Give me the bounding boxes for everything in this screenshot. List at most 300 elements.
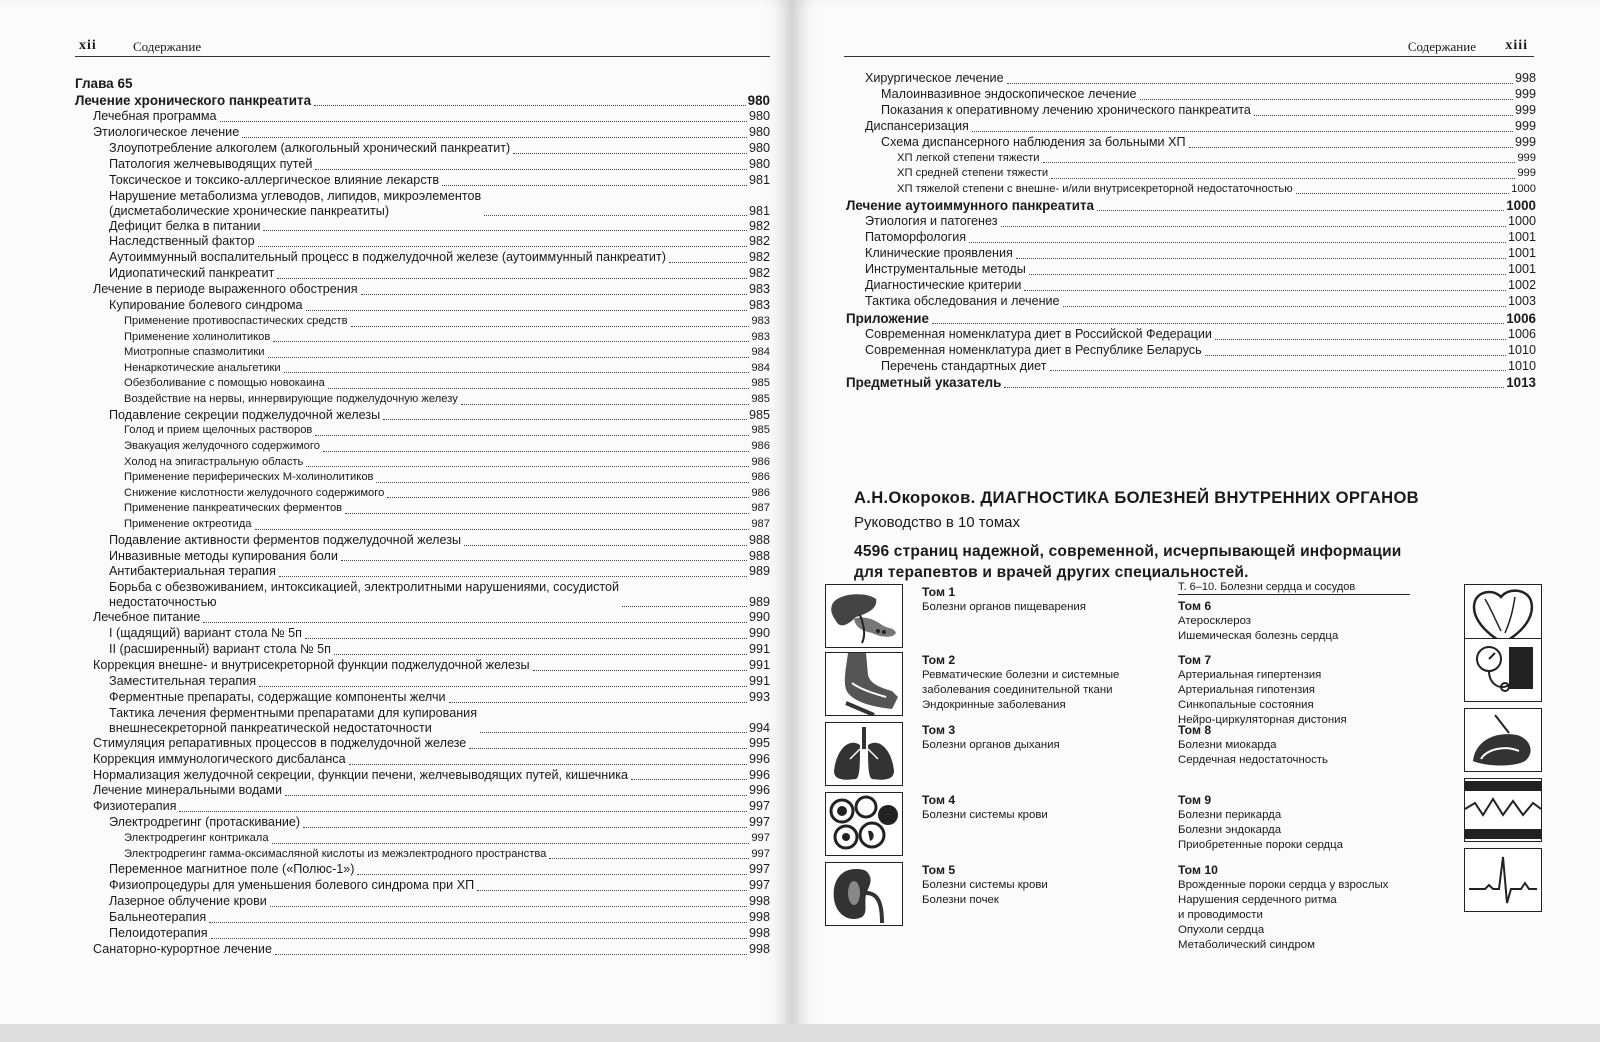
toc-entry-page: 999	[1514, 134, 1536, 149]
dot-leader	[1029, 274, 1506, 275]
dot-leader	[1050, 370, 1506, 371]
toc-entry-title: Малоинвазивное эндоскопическое лечение	[881, 86, 1137, 101]
toc-entry-page: 1006	[1507, 326, 1536, 341]
dot-leader	[1016, 258, 1506, 259]
toc-entry	[75, 157, 770, 173]
toc-entry-page: 989	[748, 595, 770, 610]
toc-entry-title: Снижение кислотности желудочного содержимого	[124, 486, 385, 499]
toc-entry-page: 982	[748, 218, 770, 233]
dot-leader	[513, 153, 747, 154]
dot-leader	[361, 294, 747, 295]
dot-leader	[273, 341, 749, 342]
toc-entry-page: 993	[748, 689, 770, 704]
dot-leader	[1004, 387, 1504, 388]
dot-leader	[341, 560, 747, 561]
dot-leader	[259, 686, 747, 687]
toc-entry-title: Предметный указатель	[846, 375, 1002, 391]
dot-leader	[255, 529, 750, 530]
dot-leader	[315, 435, 749, 436]
dot-leader	[279, 576, 747, 577]
dot-leader	[268, 357, 750, 358]
volume-topics: Врожденные пороки сердца у взрослых Нарушения сердечного ритма и проводимости Опухоли сердца Метаболический синдром	[1178, 879, 1389, 951]
toc-entry-title: Лечебное питание	[93, 610, 201, 625]
toc-entry	[846, 182, 1536, 198]
toc-entry	[75, 831, 770, 847]
toc-entry	[846, 310, 1536, 327]
toc-entry-page: 1001	[1507, 230, 1536, 245]
toc-entry-title: Борьба с обезвоживанием, интоксикацией, электролитными нарушениями, сосудистой недостаточностью	[109, 580, 620, 610]
toc-entry-title: Коррекция иммунологического дисбаланса	[93, 751, 346, 766]
dot-leader	[209, 922, 747, 923]
dot-leader	[275, 954, 747, 955]
toc-entry	[75, 266, 770, 282]
page-number: xiii	[1505, 38, 1528, 53]
toc-entry	[75, 894, 770, 910]
toc-entry-title: Эвакуация желудочного содержимого	[124, 440, 320, 453]
toc-entry-title: Дефицит белка в питании	[109, 218, 261, 233]
toc-entry-title: Санаторно-курортное лечение	[93, 941, 272, 956]
toc-entry-page: 983	[751, 314, 770, 327]
dot-leader	[1140, 99, 1513, 100]
toc-entry-title: Тактика обследования и лечение	[865, 293, 1060, 308]
toc-entry	[846, 87, 1536, 103]
dot-leader	[449, 702, 747, 703]
toc-entry-title: ХП тяжелой степени с внешне- и/или внутрисекреторной недостаточностью	[897, 182, 1293, 195]
toc-entry	[75, 219, 770, 235]
dot-leader	[1043, 162, 1516, 163]
header-title: Содержание	[133, 39, 202, 54]
toc-entry-title: Токсическое и токсико-аллергическое влияние лекарств	[109, 172, 440, 187]
toc-entry	[75, 549, 770, 565]
toc-entry	[75, 878, 770, 894]
toc-entry-title: Электродрегинг (протаскивание)	[109, 815, 301, 830]
toc-entry-page: 997	[751, 847, 770, 860]
toc-entry-page: 986	[751, 440, 770, 453]
toc-entry-page: 982	[748, 250, 770, 265]
toc-entry	[75, 282, 770, 298]
dot-leader	[220, 121, 747, 122]
ecg-icon	[1464, 848, 1542, 912]
toc-entry-title: Современная номенклатура диет в Республике Беларусь	[865, 342, 1202, 357]
toc-entry	[75, 92, 770, 109]
toc-entry	[846, 246, 1536, 262]
dot-leader	[334, 654, 747, 655]
toc-entry	[75, 706, 770, 736]
toc-entry	[846, 294, 1536, 310]
toc-entry	[75, 298, 770, 314]
toc-entry	[75, 517, 770, 533]
dot-leader	[305, 638, 747, 639]
toc-entry-page: 985	[751, 377, 770, 390]
toc-entry-page: 997	[748, 799, 770, 814]
page-number: xii	[79, 38, 97, 53]
dot-leader	[631, 779, 747, 780]
toc-entry-page: 996	[748, 751, 770, 766]
toc-entry-title: Применение панкреатических ферментов	[124, 502, 343, 515]
dot-leader	[349, 764, 747, 765]
toc-entry-page: 980	[748, 156, 770, 171]
toc-entry	[846, 135, 1536, 151]
toc-entry	[846, 166, 1536, 182]
toc-entry-page: 991	[748, 658, 770, 673]
dot-leader	[1215, 339, 1506, 340]
toc-entry-page: 1003	[1507, 293, 1536, 308]
toc-entry	[75, 250, 770, 266]
page-bottom-edge	[0, 1024, 1600, 1042]
toc-entry-title: Лечение хронического панкреатита	[75, 93, 312, 108]
dot-leader	[357, 874, 747, 875]
toc-entry-page: 1000	[1511, 182, 1536, 195]
toc-entry-page: 982	[748, 234, 770, 249]
dot-leader	[263, 230, 747, 231]
toc-entry-page: 1002	[1507, 277, 1536, 292]
volume-entry	[922, 653, 1119, 713]
toc-entry	[75, 234, 770, 250]
dot-leader	[376, 482, 749, 483]
toc-entry-page: 1000	[1507, 214, 1536, 229]
dot-leader	[1024, 290, 1506, 291]
toc-entry-title: Приложение	[846, 310, 929, 326]
toc-entry-title: Диагностические критерии	[865, 277, 1022, 292]
toc-entry	[75, 345, 770, 361]
joint-icon	[825, 652, 903, 716]
toc-entry-title: ХП средней степени тяжести	[897, 167, 1049, 180]
volume-name: Том 9	[1178, 793, 1212, 807]
toc-entry-title: Нарушение метаболизма углеводов, липидов, микроэлементов (дисметаболические хронические панкреатиты)	[109, 188, 482, 218]
toc-entry-title: Голод и прием щелочных растворов	[124, 424, 313, 437]
running-head	[75, 38, 770, 57]
volume-topics: Болезни органов пищеварения	[922, 601, 1086, 613]
toc-entry-title: Пелоидотерапия	[109, 926, 208, 940]
dot-leader	[549, 858, 749, 859]
toc-entry	[846, 119, 1536, 135]
volume-name: Том 1	[922, 585, 956, 599]
toc-entry-page: 996	[748, 767, 770, 782]
toc-entry	[75, 926, 770, 942]
toc-entry-title: Лечение минеральными водами	[93, 783, 282, 798]
volume-name: Том 2	[922, 653, 956, 667]
toc-entry	[75, 799, 770, 815]
toc-entry-page: 998	[748, 894, 770, 909]
volume-entry	[1178, 653, 1347, 728]
toc-entry-page: 1001	[1507, 246, 1536, 261]
dot-leader	[1189, 147, 1513, 148]
volume-entry	[922, 863, 1048, 908]
volume-topics: Атеросклероз Ишемическая болезнь сердца	[1178, 615, 1339, 642]
toc-entry	[75, 173, 770, 189]
volume-name: Том 8	[1178, 723, 1212, 737]
dot-leader	[969, 242, 1506, 243]
toc-entry-page: 998	[748, 926, 770, 940]
volume-topics: Артериальная гипертензия Артериальная гипотензия Синкопальные состояния Нейро-циркуляторная дистония	[1178, 669, 1347, 726]
toc-entry	[75, 141, 770, 157]
toc-entry-title: Купирование болевого синдрома	[109, 298, 303, 313]
toc-entry	[75, 314, 770, 330]
toc-entry	[846, 151, 1536, 167]
volume-entry	[1178, 723, 1328, 768]
toc-entry-title: Холод на эпигастральную область	[124, 455, 304, 468]
toc-entry-title: Показания к оперативному лечению хронического панкреатита	[881, 102, 1251, 117]
toc-entry-page: 997	[751, 832, 770, 845]
toc-entry-title: Применение периферических М-холинолитиков	[124, 471, 374, 484]
volume-name: Том 5	[922, 863, 956, 877]
toc-entry-page: 1000	[1506, 198, 1536, 214]
dot-leader	[1007, 83, 1513, 84]
volume-topics: Болезни системы крови Болезни почек	[922, 879, 1048, 906]
toc-entry-title: Перечень стандартных диет	[881, 358, 1047, 373]
toc-entry-title: Лечение аутоиммунного панкреатита	[846, 198, 1095, 214]
toc-entry-page: 999	[1517, 151, 1536, 164]
toc-entry	[75, 815, 770, 831]
toc-entry	[846, 343, 1536, 359]
toc-entry-page: 1001	[1507, 262, 1536, 277]
toc-entry-page: 980	[748, 124, 770, 139]
toc-entry-page: 980	[747, 93, 770, 108]
volume-topics: Болезни системы крови	[922, 809, 1048, 821]
toc-entry	[75, 439, 770, 455]
toc-entry-page: 983	[751, 330, 770, 343]
table-of-contents	[75, 76, 770, 958]
toc-entry	[75, 486, 770, 502]
volume-entry	[1178, 863, 1388, 953]
toc-entry-title: Патоморфология	[865, 230, 967, 245]
toc-entry-title: Коррекция внешне- и внутрисекреторной функции поджелудочной железы	[93, 658, 530, 673]
dot-leader	[270, 906, 747, 907]
toc-entry-title: Аутоиммунный воспалительный процесс в поджелудочной железе (аутоиммунный панкреатит)	[109, 250, 666, 265]
toc-entry-page: 988	[748, 548, 770, 563]
ad-tagline: 4596 страниц надежной, современной, исчерпывающей информации для терапевтов и врачей других специальностей.	[854, 543, 1402, 581]
toc-entry-page: 1013	[1506, 375, 1536, 391]
toc-entry-page: 999	[1514, 86, 1536, 101]
ad-title: А.Н.Окороков. ДИАГНОСТИКА БОЛЕЗНЕЙ ВНУТРЕННИХ ОРГАНОВ	[854, 488, 1419, 507]
toc-entry-title: Лазерное облучение крови	[109, 894, 267, 909]
running-head	[844, 38, 1534, 57]
dot-leader	[1205, 355, 1506, 356]
dot-leader	[211, 938, 747, 939]
toc-entry-page: 999	[1514, 102, 1536, 117]
toc-entry	[75, 690, 770, 706]
toc-entry-title: Применение противоспастических средств	[124, 314, 348, 327]
toc-entry	[75, 658, 770, 674]
dot-leader	[669, 262, 747, 263]
toc-entry	[75, 189, 770, 219]
toc-entry	[846, 71, 1536, 87]
dot-leader	[277, 278, 747, 279]
dot-leader	[480, 732, 747, 733]
volume-topics: Болезни перикарда Болезни эндокарда Приобретенные пороки сердца	[1178, 809, 1344, 851]
dot-leader	[345, 513, 749, 514]
toc-entry-page: 984	[751, 346, 770, 359]
dot-leader	[932, 323, 1504, 324]
dot-leader	[323, 451, 749, 452]
dot-leader	[1254, 115, 1513, 116]
dot-leader	[179, 811, 747, 812]
toc-entry-title: Ненаркотические анальгетики	[124, 361, 281, 374]
volume-name: Том 3	[922, 723, 956, 737]
toc-entry	[75, 626, 770, 642]
tonometer-icon	[1464, 638, 1542, 702]
toc-entry	[75, 783, 770, 799]
toc-entry-title: Воздействие на нервы, иннервирующие поджелудочную железу	[124, 392, 458, 405]
dot-leader	[242, 137, 747, 138]
toc-entry	[75, 109, 770, 125]
toc-entry-title: Электродрегинг гамма-оксимасляной кислоты из межэлектродного пространства	[124, 847, 547, 860]
toc-entry-title: Бальнеотерапия	[109, 910, 207, 925]
dot-leader	[314, 105, 746, 106]
toc-entry-page: 984	[751, 361, 770, 374]
dot-leader	[203, 622, 747, 623]
toc-entry-page: 988	[748, 532, 770, 547]
dot-leader	[306, 310, 747, 311]
dot-leader	[328, 388, 750, 389]
dot-leader	[622, 606, 747, 607]
toc-entry-title: Электродрегинг контрикала	[124, 832, 269, 845]
toc-entry-title: Патология желчевыводящих путей	[109, 156, 313, 171]
dot-leader	[972, 131, 1513, 132]
toc-entry-title: Миотропные спазмолитики	[124, 346, 265, 359]
toc-entry-page: 1006	[1506, 310, 1536, 326]
toc-entry-page: 998	[748, 941, 770, 956]
toc-entry	[846, 374, 1536, 391]
toc-entry	[846, 103, 1536, 119]
toc-entry-page: 983	[748, 298, 770, 313]
toc-entry-page: 1010	[1507, 358, 1536, 373]
toc-entry-page: 987	[751, 502, 770, 515]
toc-entry-title: Тактика лечения ферментными препаратами для купирования внешнесекреторной панкреатической недостаточности	[109, 705, 478, 735]
right-page	[792, 0, 1600, 1042]
toc-entry	[75, 470, 770, 486]
toc-entry-page: 997	[748, 815, 770, 830]
toc-entry	[846, 262, 1536, 278]
toc-entry-page: 994	[748, 720, 770, 735]
toc-entry-title: Схема диспансерного наблюдения за больными ХП	[881, 134, 1186, 149]
dot-leader	[284, 372, 750, 373]
toc-entry-page: 981	[748, 203, 770, 218]
dot-leader	[258, 246, 747, 247]
dot-leader	[442, 185, 747, 186]
toc-entry	[75, 862, 770, 878]
toc-entry-title: Обезболивание с помощью новокаина	[124, 377, 325, 390]
dot-leader	[533, 670, 747, 671]
toc-entry-title: Антибактериальная терапия	[109, 564, 276, 579]
toc-entry	[75, 768, 770, 784]
toc-entry-title: Лечебная программа	[93, 109, 217, 123]
toc-entry-title: I (щадящий) вариант стола № 5п	[109, 626, 303, 641]
dot-leader	[351, 326, 750, 327]
volume-entry	[922, 723, 1060, 753]
toc-entry-page: 999	[1514, 118, 1536, 133]
dot-leader	[1051, 178, 1515, 179]
toc-entry-title: Инвазивные методы купирования боли	[109, 548, 338, 563]
toc-entry	[75, 910, 770, 926]
toc-entry-title: Нормализация желудочной секреции, функции печени, желчевыводящих путей, кишечника	[93, 767, 629, 782]
toc-entry-title: Этиология и патогенез	[865, 214, 998, 229]
volume-topics: Болезни миокарда Сердечная недостаточность	[1178, 739, 1328, 766]
toc-entry-title: Современная номенклатура диет в Российской Федерации	[865, 326, 1212, 341]
dot-leader	[383, 419, 747, 420]
toc-entry-page: 982	[748, 266, 770, 281]
toc-entry-page: 983	[748, 282, 770, 297]
volume-grid	[822, 580, 1542, 980]
toc-entry-title: Идиопатический панкреатит	[109, 266, 275, 281]
blood-cells-icon	[825, 792, 903, 856]
toc-entry-page: 998	[748, 910, 770, 925]
dot-leader	[461, 404, 750, 405]
toc-entry	[846, 197, 1536, 214]
dot-leader	[1001, 226, 1506, 227]
toc-entry	[75, 580, 770, 610]
toc-entry-title: Этиологическое лечение	[93, 124, 240, 139]
toc-entry	[846, 230, 1536, 246]
volume-name: Том 4	[922, 793, 956, 807]
book-advertisement	[844, 488, 1534, 583]
toc-entry-page: 991	[748, 642, 770, 657]
toc-entry	[75, 736, 770, 752]
toc-entry-title: Переменное магнитное поле («Полюс-1»)	[109, 862, 355, 877]
toc-entry-title: II (расширенный) вариант стола № 5п	[109, 642, 331, 657]
toc-entry	[75, 330, 770, 346]
dot-leader	[303, 827, 747, 828]
toc-entry	[75, 752, 770, 768]
toc-entry-title: Физиотерапия	[93, 799, 177, 814]
left-page	[0, 0, 792, 1042]
toc-entry-page: 996	[748, 783, 770, 798]
toc-entry-title: Злоупотребление алкоголем (алкогольный хронический панкреатит)	[109, 140, 511, 155]
header-title: Содержание	[1407, 39, 1476, 54]
toc-entry	[75, 423, 770, 439]
toc-entry-page: 999	[1517, 167, 1536, 180]
dot-leader	[1063, 306, 1506, 307]
toc-entry-title: Заместительная терапия	[109, 673, 257, 688]
toc-entry-page: 986	[751, 471, 770, 484]
toc-entry-page: 981	[748, 172, 770, 187]
dot-leader	[484, 215, 747, 216]
toc-entry	[75, 455, 770, 471]
toc-entry-title: Подавление секреции поджелудочной железы	[109, 407, 381, 422]
ad-subtitle: Руководство в 10 томах	[854, 514, 1021, 531]
toc-entry	[75, 408, 770, 424]
toc-entry-page: 980	[748, 140, 770, 155]
toc-entry-page: 998	[1514, 71, 1536, 85]
toc-entry-page: 980	[748, 109, 770, 123]
volume-name: Том 6	[1178, 599, 1212, 613]
toc-entry	[75, 392, 770, 408]
toc-entry	[75, 361, 770, 377]
series-label: Т. 6–10. Болезни сердца и сосудов	[1178, 580, 1410, 595]
toc-entry-page: 986	[751, 455, 770, 468]
toc-entry	[846, 327, 1536, 343]
volume-entry	[922, 793, 1048, 823]
kidney-icon	[825, 862, 903, 926]
toc-entry-page: 991	[748, 673, 770, 688]
toc-entry-page: 997	[748, 862, 770, 877]
dot-leader	[464, 545, 747, 546]
toc-entry-title: Применение октреотида	[124, 518, 252, 530]
toc-entry-page: 989	[748, 564, 770, 579]
toc-entry	[75, 847, 770, 863]
dot-leader	[1097, 210, 1504, 211]
toc-entry-title: Лечение в периоде выраженного обострения	[93, 282, 358, 297]
toc-entry	[75, 501, 770, 517]
toc-entry	[75, 533, 770, 549]
toc-entry	[75, 564, 770, 580]
dot-leader	[477, 890, 747, 891]
lungs-icon	[825, 722, 903, 786]
chapter-label: Глава 65	[75, 76, 133, 91]
toc-entry	[846, 278, 1536, 294]
toc-entry-title: Хирургическое лечение	[865, 71, 1004, 85]
toc-entry	[75, 642, 770, 658]
